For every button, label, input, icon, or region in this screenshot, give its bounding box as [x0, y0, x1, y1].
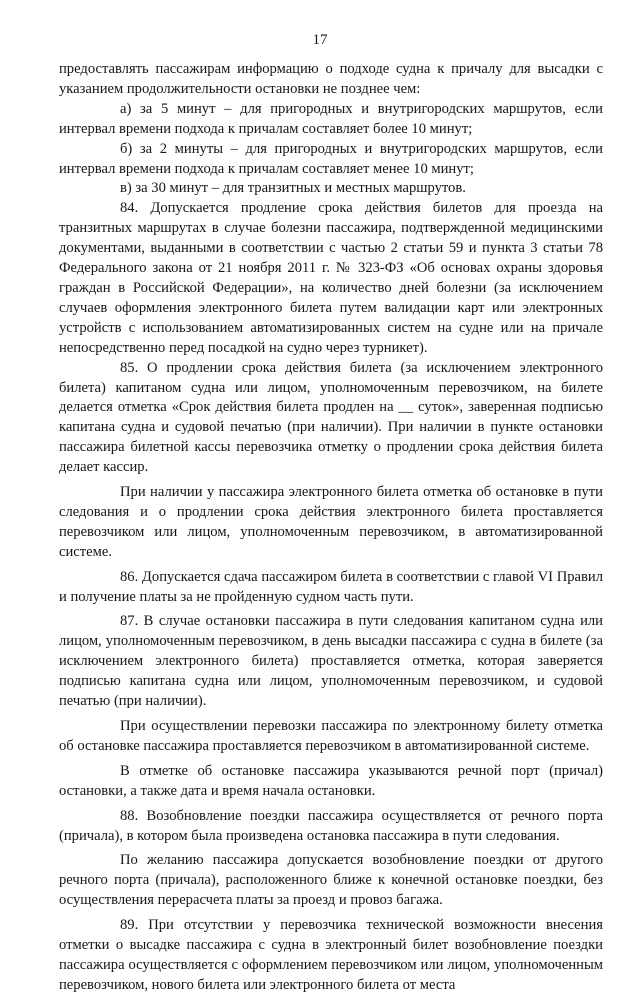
paragraph: 87. В случае остановки пассажира в пути следования капитаном судна или лицом, уполномоченным перевозчиком, в день высадки пассажира с судна в билете (за исключением электронного билета) проставляется отметка, которая заверяется подписью капитана судна или лицом, уполномоченным перевозчиком, и судовой печатью (при наличии). [59, 613, 603, 710]
paragraph: предоставлять пассажирам информацию о подходе судна к причалу для высадки с указанием продолжительности остановки не позднее чем: [59, 61, 603, 97]
paragraph: При наличии у пассажира электронного билета отметка об остановке в пути следования и о продлении срока действия электронного билета проставляется перевозчиком или лицом, уполномоченным перевозчиком, в автоматизированной системе. [59, 484, 603, 560]
paragraph: В отметке об остановке пассажира указываются речной порт (причал) остановки, а также дата и время начала остановки. [59, 762, 603, 799]
paragraph: 85. О продлении срока действия билета (за исключением электронного билета) капитаном судна или лицом, уполномоченным перевозчиком, на билете делается отметка «Срок действия билета продлен на __ суток», заверенная подписью капитана судна и судовой печатью (при наличии). При наличии в пункте остановки пассажира билетной кассы перевозчика отметку о продлении срока действия билета делает кассир. [59, 359, 603, 476]
paragraph: б) за 2 минуты – для пригородных и внутригородских маршрутов, если интервал времени подхода к причалам составляет менее 10 минут; [59, 140, 603, 177]
page-number: 17 [312, 32, 328, 48]
document-body [59, 60, 603, 996]
paragraph: в) за 30 минут – для транзитных и местных маршрутов. [120, 180, 466, 197]
paragraph: 89. При отсутствии у перевозчика технической возможности внесения отметки о высадке пассажира с судна в электронный билет возобновление поездки пассажира осуществляется с оформлением перевозчиком или лицом, уполномоченным перевозчиком, нового билета или электронного билета от места [59, 917, 603, 993]
paragraph: а) за 5 минут – для пригородных и внутригородских маршрутов, если интервал времени подхода к причалам составляет более 10 минут; [59, 100, 603, 137]
paragraph: 88. Возобновление поездки пассажира осуществляется от речного порта (причала), в котором была произведена остановка пассажира в пути следования. [59, 807, 603, 844]
paragraph: При осуществлении перевозки пассажира по электронному билету отметка об остановке пассажира проставляется перевозчиком в автоматизированной системе. [59, 718, 603, 754]
paragraph: По желанию пассажира допускается возобновление поездки от другого речного порта (причала), расположенного ближе к конечной остановке поездки, без осуществления перерасчета платы за проезд и провоз багажа. [59, 852, 603, 909]
paragraph: 84. Допускается продление срока действия билетов для проезда на транзитных маршрутах в случае болезни пассажира, подтвержденной медицинскими документами, выданными в соответствии с частью 2 статьи 59 и пункта 3 статьи 78 Федерального закона от 21 ноября 2011 г. № 323-ФЗ «Об основах охраны здоровья граждан в Российской Федерации», на количество дней болезни (за исключением случаев оформления электронного билета путем валидации карт или электронных устройств с использованием автоматизированных систем на судне или на причале непосредственно перед посадкой на судно через турникет). [59, 200, 603, 356]
paragraph: 86. Допускается сдача пассажиром билета в соответствии с главой VI Правил и получение платы за не пройденную судном часть пути. [59, 568, 603, 605]
